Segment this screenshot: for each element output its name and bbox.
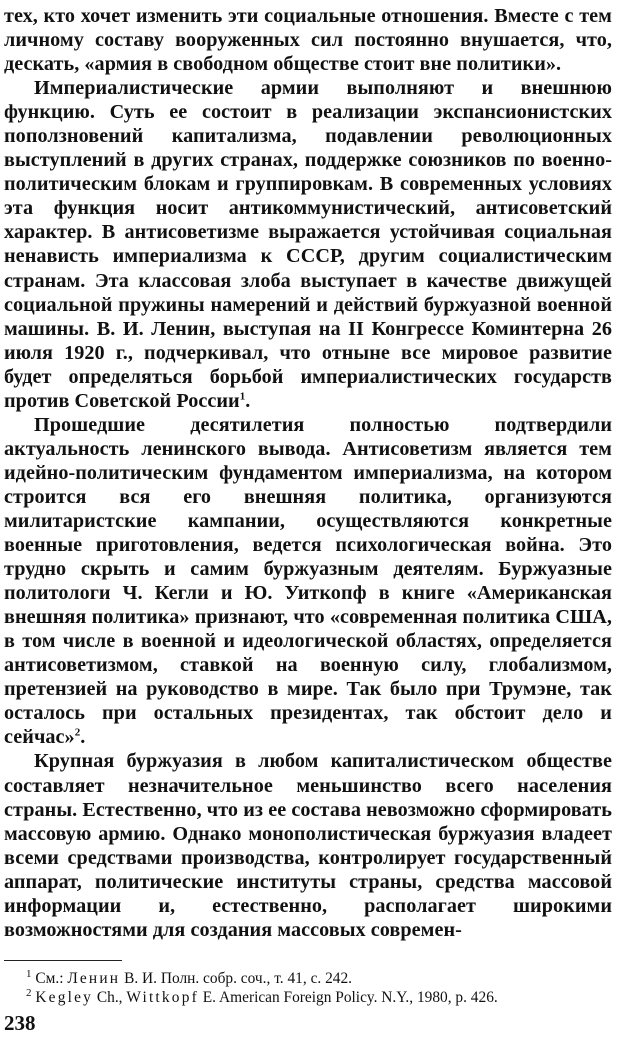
footnote-divider [4, 960, 122, 961]
paragraph-3-text: Прошедшие десятилетия полностью подтвердили актуальность ленинского вывода. Антисоветизм является тем идейно-политическим фундаментом империализма, на котором строится вся его внешняя политика, организуются милитаристские кампании, осуществляются конкретные военные приготовления, ведется психологическая война. Это трудно скрыть и самим буржуазным деятелям. Буржуазные политологи Ч. Кегли и Ю. Уиткопф в книге «Американская внешняя политика» признают, что «современная политика США, в том числе в военной и идеологической областях, определяется антисоветизмом, ставкой на военную силу, глобализмом, претензией на руководство в мире. Так было при Трумэне, так осталось при остальных президентах, так обстоит дело и сейчас» [4, 413, 612, 749]
footnote-1 [4, 969, 612, 988]
footnote-1-rest: В. И. Полн. собр. соч., т. 41, с. 242. [120, 970, 353, 987]
footnote-2-mid: Ch., [93, 989, 127, 1006]
paragraph-2 [4, 76, 612, 413]
footnote-1-prefix: См.: [35, 970, 68, 987]
page-number: 238 [4, 1011, 36, 1035]
paragraph-2-text: Империалистические армии выполняют и внешнюю функцию. Суть ее состоит в реализации экспансионистских поползновений капитализма, подавлении революционных выступлений в других странах, поддержке союзников по военно-политическим блокам и группировкам. В современных условиях эта функция носит антикоммунистический, антисоветский характер. В антисоветизме выражается устойчивая социальная ненависть империализма к СССР, другим социалистическим странам. Эта классовая злоба выступает в качестве движущей социальной пружины намерений и действий буржуазной военной машины. В. И. Ленин, выступая на II Конгрессе Коминтерна 26 июля 1920 г., подчеркивал, что отныне все мировое развитие будет определяться борьбой империалистических государств против Советской России [4, 77, 612, 412]
footnote-1-marker: 1 [26, 967, 32, 980]
paragraph-3-end: . [80, 726, 86, 749]
paragraph-3 [4, 413, 612, 750]
footnote-2 [4, 988, 612, 1007]
footnote-2-author-2: Wittkopf [126, 989, 199, 1006]
paragraph-1-text: тех, кто хочет изменить эти социальные отношения. Вместе с тем личному составу вооруженных сил постоянно внушается, что, дескать, «армия в свободном обществе стоит вне политики». [4, 5, 612, 76]
paragraph-4-text: Крупная буржуазия в любом капиталистическом обществе составляет незначительное меньшинство всего населения страны. Естественно, что из ее состава невозможно сформировать массовую армию. Однако монополистическая буржуазия владеет всеми средствами производства, контролирует государственный аппарат, политические институты страны, средства массовой информации и, естественно, располагает широкими возможностями для создания массовых современ- [4, 750, 612, 941]
main-text [4, 4, 612, 942]
footnotes [4, 969, 612, 1007]
footnote-ref-1: 1 [239, 390, 246, 403]
footnote-1-author: Ленин [67, 970, 121, 987]
footnote-2-marker: 2 [26, 986, 32, 999]
paragraph-continuation [4, 4, 612, 76]
footnote-2-author-1: Kegley [35, 989, 94, 1006]
footnote-2-rest: E. American Foreign Policy. N.Y., 1980, p. 426. [198, 989, 498, 1006]
paragraph-2-end: . [245, 389, 251, 412]
footnote-ref-2: 2 [74, 726, 81, 739]
paragraph-4 [4, 749, 612, 941]
